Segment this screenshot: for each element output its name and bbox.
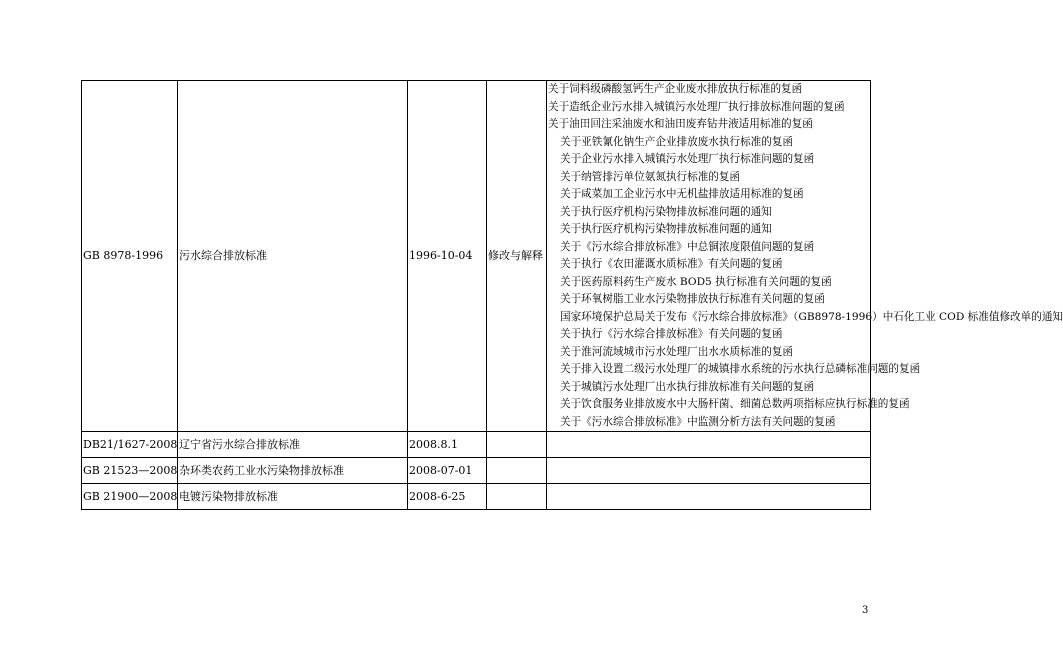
standard-name: 污水综合排放标准 [178, 81, 408, 432]
note-item: 关于饲料级磷酸氢钙生产企业废水排放执行标准的复函 [548, 83, 803, 95]
note-item: 关于《污水综合排放标准》中总铜浓度限值问题的复函 [560, 240, 815, 253]
note-item: 关于亚铁氰化钠生产企业排放废水执行标准的复函 [560, 135, 794, 148]
note-item: 关于饮食服务业排放废水中大肠杆菌、细菌总数两项指标应执行标准的复函 [560, 398, 910, 410]
note-item: 关于城镇污水处理厂出水执行排放标准有关问题的复函 [560, 380, 815, 393]
standard-code: GB 21900—2008 [82, 484, 178, 510]
note-item: 关于排入设置二级污水处理厂的城镇排水系统的污水执行总磷标准问题的复函 [560, 363, 921, 375]
table-row [82, 432, 871, 458]
revision-status [487, 432, 547, 458]
standard-code: DB21/1627-2008 [82, 432, 178, 458]
note-item: 关于《污水综合排放标准》中监测分析方法有关问题的复函 [560, 415, 836, 428]
effective-date: 1996-10-04 [408, 81, 487, 432]
revision-status [487, 458, 547, 484]
note-item: 关于纳管排污单位氨氮执行标准的复函 [560, 170, 741, 183]
note-item: 关于执行《农田灌溉水质标准》有关问题的复函 [560, 258, 783, 270]
note-item: 关于执行医疗机构污染物排放标准问题的通知 [560, 205, 772, 218]
standards-table [81, 80, 1063, 510]
revision-status: 修改与解释 [487, 81, 547, 432]
revision-notes [547, 458, 871, 484]
standard-name: 电镀污染物排放标准 [178, 484, 408, 510]
revision-notes [547, 432, 871, 458]
revision-notes [547, 484, 871, 510]
standard-code: GB 21523—2008 [82, 458, 178, 484]
table-row [82, 484, 871, 510]
note-item: 关于环氧树脂工业水污染物排放执行标准有关问题的复函 [560, 293, 825, 305]
revision-notes [547, 81, 1063, 432]
note-item: 关于执行《污水综合排放标准》有关问题的复函 [560, 328, 783, 340]
effective-date: 2008.8.1 [408, 432, 487, 458]
standard-name: 杂环类农药工业水污染物排放标准 [178, 458, 408, 484]
page-number: 3 [862, 605, 869, 616]
note-item: 关于执行医疗机构污染物排放标准问题的通知 [560, 223, 772, 235]
table-row [82, 458, 871, 484]
effective-date: 2008-6-25 [408, 484, 487, 510]
note-item: 关于油田回注采油废水和油田废弃钻井液适用标准的复函 [548, 118, 813, 130]
effective-date: 2008-07-01 [408, 458, 487, 484]
table-row [82, 81, 871, 432]
note-item: 关于企业污水排入城镇污水处理厂执行标准问题的复函 [560, 153, 815, 165]
standard-name: 辽宁省污水综合排放标准 [178, 432, 408, 458]
note-item: 关于淮河流域城市污水处理厂出水水质标准的复函 [560, 345, 794, 358]
note-item: 国家环境保护总局关于发布《污水综合排放标准》（GB8978-1996）中石化工业 COD 标准值修改单的通知 [560, 310, 1063, 323]
note-item: 关于医药原料药生产废水 BOD5 执行标准有关问题的复函 [560, 275, 832, 288]
standard-code: GB 8978-1996 [82, 81, 178, 432]
revision-status [487, 484, 547, 510]
note-item: 关于咸菜加工企业污水中无机盐排放适用标准的复函 [560, 188, 804, 200]
note-item: 关于造纸企业污水排入城镇污水处理厂执行排放标准问题的复函 [548, 100, 845, 113]
